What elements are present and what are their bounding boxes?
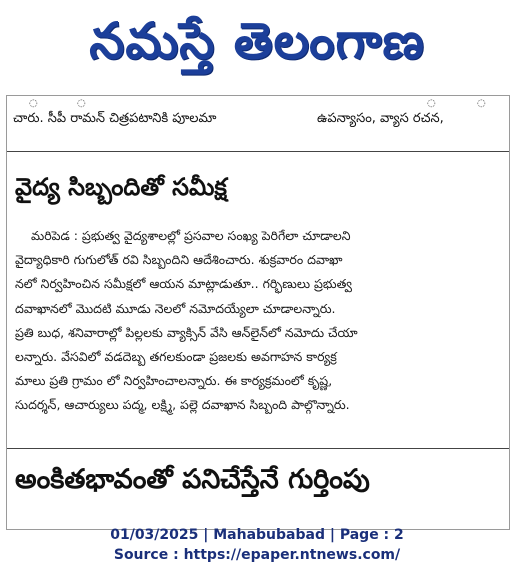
cut-off-glyph: ◌ [427, 98, 436, 109]
divider-rule [7, 448, 509, 449]
article-line: నలో నిర్వహించిన సమీక్షలో ఆయన మాట్లాడుతూ.. గర్భిణులు ప్రభుత్వ [15, 276, 353, 292]
newspaper-logo: నమస్తే తెలంగాణ [89, 12, 425, 70]
next-article-headline: అంకితభావంతో పనిచేస్తేనే గుర్తింపు [15, 464, 370, 495]
previous-article-strip [7, 96, 509, 138]
news-clipping [6, 95, 510, 530]
source-caption: Source : https://epaper.ntnews.com/ [113, 547, 401, 563]
strip-right-text: ఉపన్యాసం, వ్యాస రచన, [317, 111, 444, 126]
article-line: లన్నారు. వేసవిలో వడదెబ్బ తగలకుండా ప్రజలకు అవగాహన కార్యక్ర [15, 348, 337, 364]
article-body [15, 224, 501, 418]
masthead [0, 0, 514, 88]
divider-rule [7, 151, 509, 152]
article-line: సుదర్శన్, ఆచార్యులు పద్మ, లక్ష్మి, పల్లె దవాఖాన సిబ్బంది పాల్గొన్నారు. [15, 397, 350, 413]
article-line: దవాఖానలో మొదటి మూడు నెలలో నమోదయ్యేలా చూడాలన్నారు. [15, 300, 336, 316]
article-headline: వైద్య సిబ్బందితో సమీక్ష [15, 173, 227, 201]
cut-off-glyph: ◌ [77, 98, 86, 109]
article-line: ప్రతి బుధ, శనివారాల్లో పిల్లలకు వ్యాక్సిన్ వేసి ఆన్‌లైన్‌లో నమోదు చేయా [15, 324, 358, 340]
strip-left-text: చారు. సీపీ రామన్ చిత్రపటానికి పూలమా [13, 111, 217, 126]
article-line: మరిపెడ : ప్రభుత్వ వైద్యశాలల్లో ప్రసవాల సంఖ్య పెరిగేలా చూడాలని [31, 228, 351, 243]
cut-off-glyph: ◌ [29, 98, 38, 109]
article-line: మాలు ప్రతి గ్రామం లో నిర్వహించాలన్నారు. ఈ కార్యక్రమంలో కృష్ణ, [15, 373, 333, 389]
article-line: వైద్యాధికారి గుగులోత్ రవి సిబ్బందిని ఆదేశించారు. శుక్రవారం దవాఖా [15, 252, 343, 268]
edition-caption: 01/03/2025 | Mahabubabad | Page : 2 [110, 527, 404, 543]
cut-off-glyph: ◌ [477, 98, 486, 109]
